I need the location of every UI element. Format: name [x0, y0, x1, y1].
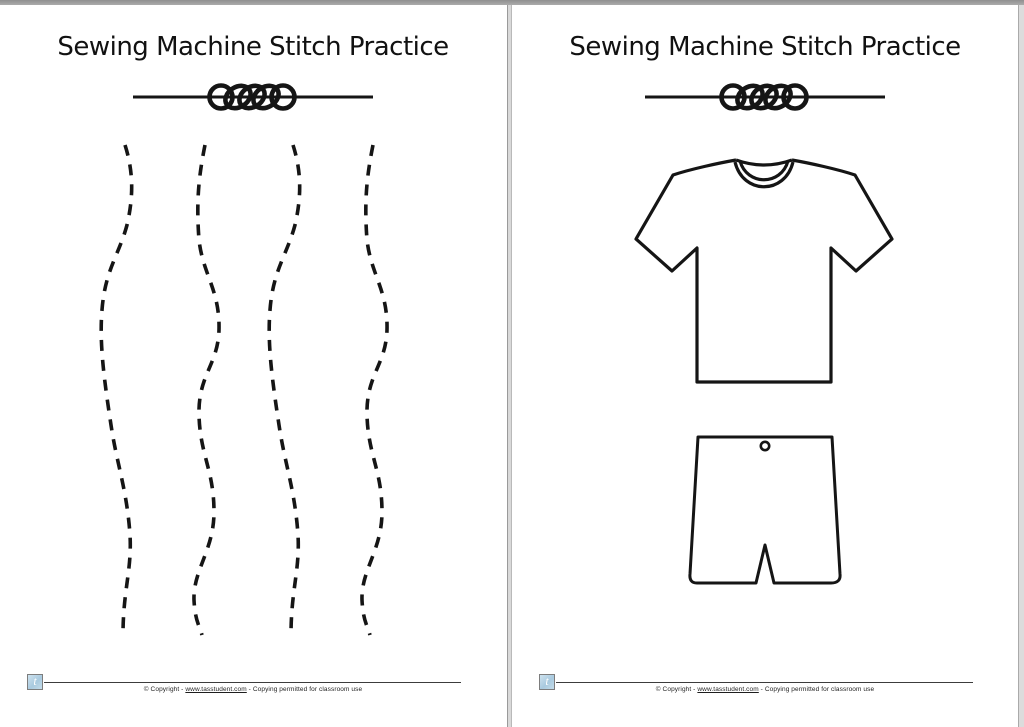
footer-rule [556, 682, 973, 683]
page-clothing-outlines [512, 5, 1018, 727]
shorts-outline-icon [683, 433, 847, 589]
stitch-practice-line [269, 145, 299, 635]
footer-copyright [512, 686, 1018, 693]
tasstudent-link[interactable]: www.tasstudent.com [697, 686, 759, 693]
rope-knot-divider-icon [639, 71, 891, 123]
page-title: Sewing Machine Stitch Practice [57, 32, 449, 62]
copyright-prefix: © Copyright - [143, 686, 186, 693]
footer-copyright [0, 686, 506, 693]
shorts-button [761, 442, 769, 450]
tasstudent-logo: t [27, 674, 43, 690]
tasstudent-logo: t [539, 674, 555, 690]
page-title: Sewing Machine Stitch Practice [569, 32, 961, 62]
footer-rule [44, 682, 461, 683]
tshirt-outline-icon [633, 153, 895, 389]
copyright-prefix: © Copyright - [655, 686, 698, 693]
stitch-practice-line [101, 145, 131, 635]
copyright-suffix: - Copying permitted for classroom use [758, 686, 875, 693]
viewer-right-edge [1018, 5, 1024, 727]
worksheet-viewer [0, 5, 1024, 727]
stitch-practice-lines [85, 140, 425, 640]
page-stitch-lines [0, 5, 506, 727]
rope-knot-divider-icon [127, 71, 379, 123]
copyright-suffix: - Copying permitted for classroom use [246, 686, 363, 693]
tasstudent-link[interactable]: www.tasstudent.com [185, 686, 247, 693]
stitch-practice-line [194, 145, 219, 635]
stitch-practice-line [362, 145, 387, 635]
